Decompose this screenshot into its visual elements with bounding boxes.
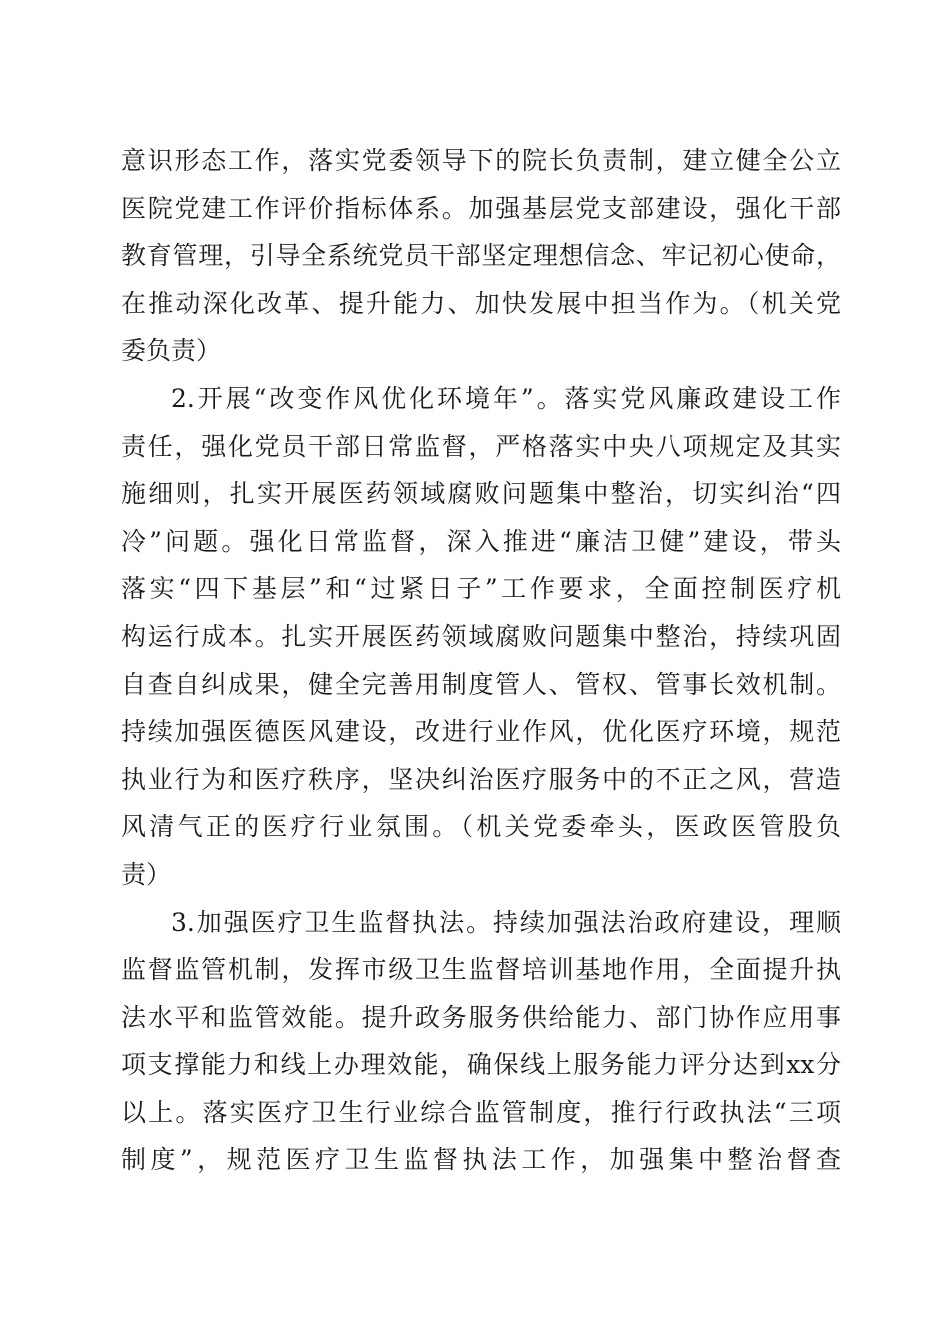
text-line-paragraph-start: 3.加强医疗卫生监督执法。持续加强法治政府建设，理顺 xyxy=(171,907,841,937)
text-line: 持续加强医德医风建设，改进行业作风，优化医疗环境，规范 xyxy=(121,717,841,747)
text-line: 施细则，扎实开展医药领域腐败问题集中整治，切实纠治“四 xyxy=(121,479,841,509)
text-line: 制度”，规范医疗卫生监督执法工作，加强集中整治督查 xyxy=(121,1145,841,1175)
text-line: 自查自纠成果，健全完善用制度管人、管权、管事长效机制。 xyxy=(121,669,841,699)
text-line: 在推动深化改革、提升能力、加快发展中担当作为。（机关党 xyxy=(121,288,841,318)
body-text xyxy=(121,137,841,1184)
text-line: 以上。落实医疗卫生行业综合监管制度，推行行政执法“三项 xyxy=(121,1097,841,1127)
text-line: 意识形态工作，落实党委领导下的院长负责制，建立健全公立 xyxy=(121,146,841,175)
text-line-paragraph-start: 2.开展“改变作风优化环境年”。落实党风廉政建设工作 xyxy=(171,383,841,413)
text-line: 监督监管机制，发挥市级卫生监督培训基地作用，全面提升执 xyxy=(121,955,841,985)
text-line: 执业行为和医疗秩序，坚决纠治医疗服务中的不正之风，营造 xyxy=(121,764,841,794)
text-line: 责） xyxy=(121,859,172,889)
text-line: 项支撑能力和线上办理效能，确保线上服务能力评分达到xx分 xyxy=(121,1050,841,1080)
text-line: 构运行成本。扎实开展医药领域腐败问题集中整治，持续巩固 xyxy=(121,621,841,651)
text-line: 落实“四下基层”和“过紧日子”工作要求，全面控制医疗机 xyxy=(121,574,841,604)
text-line: 冷”问题。强化日常监督，深入推进“廉洁卫健”建设，带头 xyxy=(121,526,841,556)
text-line: 医院党建工作评价指标体系。加强基层党支部建设，强化干部 xyxy=(121,193,841,223)
text-line: 风清气正的医疗行业氛围。（机关党委牵头，医政医管股负 xyxy=(121,812,841,842)
text-line: 委负责） xyxy=(121,336,222,366)
text-line: 责任，强化党员干部日常监督，严格落实中央八项规定及其实 xyxy=(121,431,841,461)
text-line: 法水平和监管效能。提升政务服务供给能力、部门协作应用事 xyxy=(121,1002,841,1032)
text-line: 教育管理，引导全系统党员干部坚定理想信念、牢记初心使命， xyxy=(121,241,841,271)
